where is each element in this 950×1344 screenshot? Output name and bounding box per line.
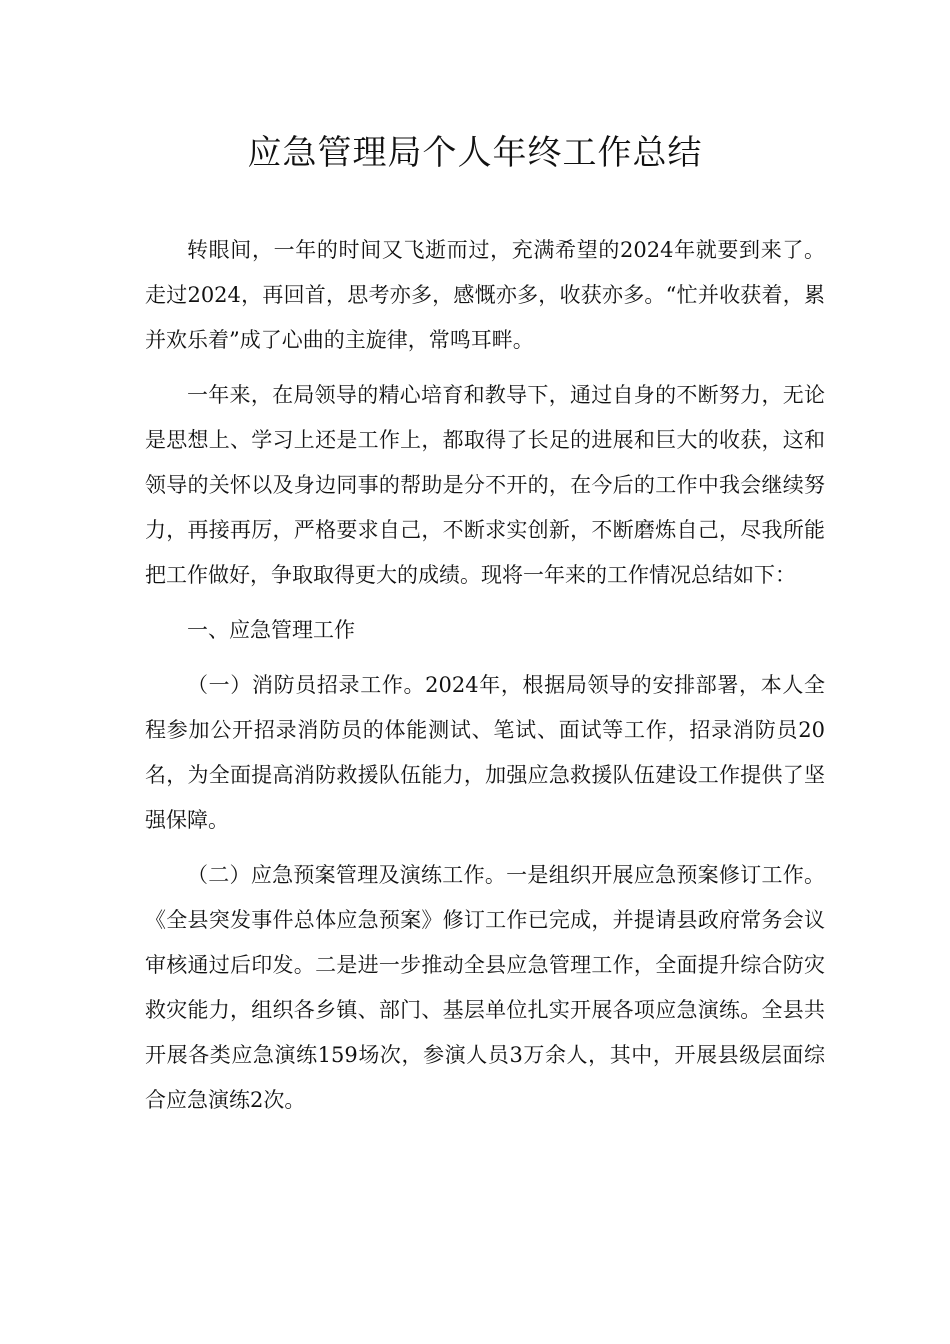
document-body <box>145 228 825 1133</box>
paragraph-emergency-plan-drills: （二）应急预案管理及演练工作。一是组织开展应急预案修订工作。《全县突发事件总体应急预案》修订工作已完成，并提请县政府常务会议审核通过后印发。二是进一步推动全县应急管理工作，全面提升综合防灾救灾能力，组织各乡镇、部门、基层单位扎实开展各项应急演练。全县共开展各类应急演练159场次，参演人员3万余人，其中，开展县级层面综合应急演练2次。 <box>145 863 825 1112</box>
paragraph-intro: 转眼间，一年的时间又飞逝而过，充满希望的2024年就要到来了。走过2024，再回首，思考亦多，感慨亦多，收获亦多。“忙并收获着，累并欢乐着”成了心曲的主旋律，常鸣耳畔。 <box>145 238 825 352</box>
paragraph-firefighter-recruitment: （一）消防员招录工作。2024年，根据局领导的安排部署，本人全程参加公开招录消防员的体能测试、笔试、面试等工作，招录消防员20名，为全面提高消防救援队伍能力，加强应急救援队伍建设工作提供了坚强保障。 <box>145 673 825 832</box>
document-title: 应急管理局个人年终工作总结 <box>247 133 703 173</box>
section-heading-emergency-management: 一、应急管理工作 <box>187 618 355 642</box>
paragraph-overview: 一年来，在局领导的精心培育和教导下，通过自身的不断努力，无论是思想上、学习上还是工作上，都取得了长足的进展和巨大的收获，这和领导的关怀以及身边同事的帮助是分不开的，在今后的工作中我会继续努力，再接再厉，严格要求自己，不断求实创新，不断磨炼自己，尽我所能把工作做好，争取取得更大的成绩。现将一年来的工作情况总结如下： <box>145 383 825 587</box>
